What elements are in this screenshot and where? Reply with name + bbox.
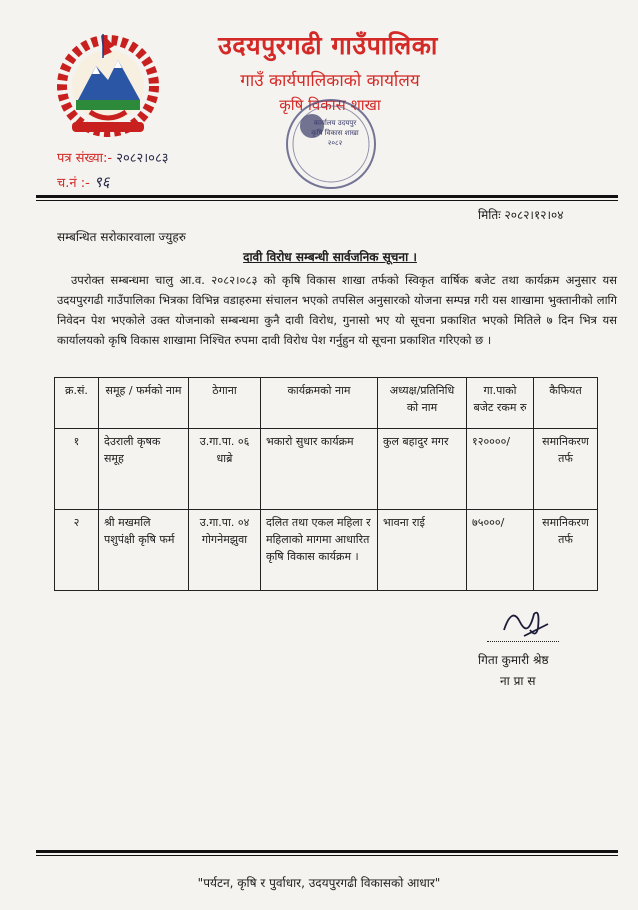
department-name: कृषि विकास शाखा [279, 96, 381, 114]
stamp-text [300, 118, 370, 148]
cell-serial: २ [55, 510, 99, 591]
notice-subject: दावी विरोध सम्बन्धी सार्वजनिक सूचना । [243, 250, 417, 264]
col-header-remarks: कैफियत [534, 378, 598, 429]
cell-program: भकारो सुधार कार्यक्रम [261, 429, 378, 510]
signatory-name: गिता कुमारी श्रेष्ठ [478, 653, 549, 667]
cell-address: उ.गा.पा. ०६ धाब्रे [189, 429, 261, 510]
table-row [55, 429, 598, 510]
project-table [54, 377, 598, 591]
table-row [55, 510, 598, 591]
header-divider-thin [36, 200, 618, 201]
notice-body: उपरोक्त सम्बन्धमा चालु आ.व. २०८२।०८३ को कृषि विकास शाखा तर्फको स्विकृत वार्षिक बजेट तथा कार्यक्रम अनुसार यस उदयपुरगढी गाउँपालिका भित्रका विभिन्न वडाहरुमा संचालन भएको तपसिल अनुसारको योजना सम्पन्न गरी यस शाखामा भुक्तानीको लागि निवेदन पेश भएकोले उक्त योजनाको सम्बन्धमा कुनै दावी विरोध, गुनासो भए यो सूचना प्रकाशित भएको मितिले ७ दिन भित्र यस कार्यालयको कृषि विकास शाखामा निश्चित रुपमा दावी विरोध पेश गर्नुहुन यो सूचना प्रकाशित गरिएको छ । [57, 273, 617, 347]
col-header-serial: क्र.सं. [55, 378, 99, 429]
header-divider [36, 195, 618, 198]
footer-divider-thin [36, 855, 618, 856]
organization-name: उदयपुरगढी गाउँपालिका [218, 31, 438, 60]
cell-budget: ७५०००/ [467, 510, 534, 591]
signatory-title: ना प्रा स [500, 674, 536, 688]
cell-program: दलित तथा एकल महिला र महिलाको मागमा आधारित कृषि विकास कार्यक्रम । [261, 510, 378, 591]
footer-divider [36, 850, 618, 853]
cell-serial: १ [55, 429, 99, 510]
cell-address: उ.गा.पा. ०४ गोगनेमझुवा [189, 510, 261, 591]
nepal-emblem-icon [56, 30, 160, 138]
col-header-address: ठेगाना [189, 378, 261, 429]
signature-line [487, 641, 559, 642]
stamp-line: २०८२ [327, 139, 343, 147]
addressee: सम्बन्धित सरोकारवाला ज्युहरु [57, 230, 186, 244]
table-header-row [55, 378, 598, 429]
stamp-line: कार्यालय उदयपुर [313, 119, 357, 127]
col-header-chairperson: अध्यक्ष/प्रतिनिधि को नाम [378, 378, 467, 429]
letter-date: मितिः २०८२।१२।०४ [478, 208, 564, 222]
cell-chairperson: भावना राई [378, 510, 467, 591]
cell-remarks: समानिकरण तर्फ [534, 510, 598, 591]
dispatch-number [57, 172, 110, 192]
cell-chairperson: कुल बहादुर मगर [378, 429, 467, 510]
cell-budget: १२००००/ [467, 429, 534, 510]
signature-icon [494, 600, 554, 642]
office-name: गाउँ कार्यपालिकाको कार्यालय [240, 71, 420, 91]
cell-group: श्री मखमलि पशुपंक्षी कृषि फर्म [99, 510, 189, 591]
footer-slogan: "पर्यटन, कृषि र पुर्वाधार, उदयपुरगढी विकासको आधार" [197, 876, 441, 890]
col-header-group: समूह / फर्मको नाम [99, 378, 189, 429]
col-header-program: कार्यक्रमको नाम [261, 378, 378, 429]
cell-remarks: समानिकरण तर्फ [534, 429, 598, 510]
dispatch-number-value: ९६ [93, 173, 110, 191]
letter-number-label: पत्र संख्या:- [57, 151, 113, 166]
stamp-line: कृषि विकास शाखा [311, 129, 359, 137]
cell-group: देउराली कृषक समूह [99, 429, 189, 510]
letter-number-value: २०८२।०८३ [116, 151, 169, 166]
dispatch-number-label: च.नं :- [57, 176, 90, 191]
letter-number [57, 148, 168, 166]
col-header-budget: गा.पाको बजेट रकम रु [467, 378, 534, 429]
